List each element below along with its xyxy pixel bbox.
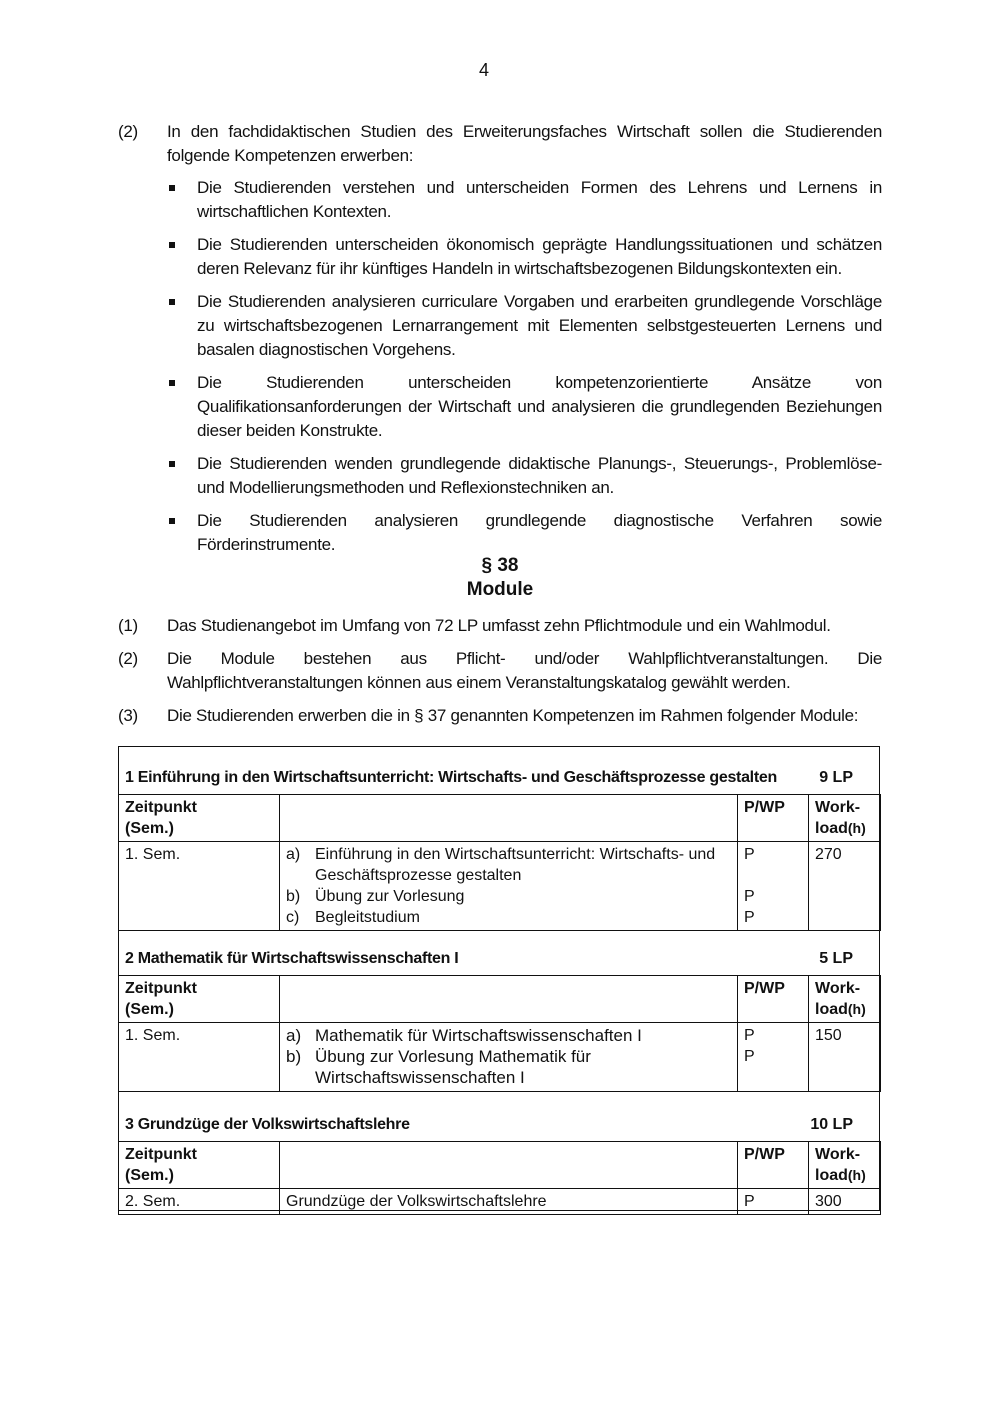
workload-cell: 150 — [809, 1023, 881, 1092]
competence-list — [166, 176, 882, 566]
semester-cell: 2. Sem. — [119, 1189, 280, 1215]
list-item: Die Studierenden verstehen und unterscheiden Formen des Lehrens und Lernens in wirtschaftlichen Kontexten. — [166, 176, 882, 224]
course-item: a) Einführung in den Wirtschaftsunterricht: Wirtschafts- und Geschäftsprozesse gestalten — [286, 846, 716, 884]
header-workload: Work- load(h) — [809, 1142, 881, 1189]
module-credits: 9 LP — [819, 769, 853, 786]
course-cell: Grundzüge der Volkswirtschaftslehre — [280, 1189, 738, 1215]
pwp-cell: P — [738, 1189, 809, 1215]
table-header-row — [119, 795, 881, 842]
header-workload: Work- load(h) — [809, 976, 881, 1023]
header-zeitpunkt: Zeitpunkt (Sem.) — [119, 795, 280, 842]
header-empty — [280, 976, 738, 1023]
module-2-table — [118, 975, 881, 1092]
header-empty — [280, 1142, 738, 1189]
header-zeitpunkt: Zeitpunkt (Sem.) — [119, 976, 280, 1023]
course-item: b) Übung zur Vorlesung Mathematik für Wirtschaftswissenschaften I — [286, 1047, 591, 1087]
course-cell — [280, 1023, 738, 1092]
section-title: Module — [466, 579, 534, 600]
module-paragraph-2 — [118, 647, 882, 695]
header-pwp: P/WP — [738, 976, 809, 1023]
list-item: Die Studierenden unterscheiden kompetenzorientierte Ansätze von Qualifikationsanforderungen der Wirtschaft und analysieren die grundlegenden Beziehungen dieser beiden Konstrukte. — [166, 371, 882, 443]
bullet-square-icon — [169, 299, 175, 305]
list-item: Die Studierenden unterscheiden ökonomisch geprägte Handlungssituationen und schätzen deren Relevanz für ihr künftiges Handeln in wirtschaftsbezogenen Bildungskontexten ein. — [166, 233, 882, 281]
paragraph-number: (2) — [118, 122, 138, 141]
table-row — [119, 1189, 881, 1215]
pwp-cell: P P P — [738, 842, 809, 931]
module-title: 3 Grundzüge der Volkswirtschaftslehre — [125, 1116, 410, 1133]
bullet-square-icon — [169, 518, 175, 524]
paragraph-2-competences — [118, 120, 882, 168]
course-item: a) Mathematik für Wirtschaftswissenschaften I — [286, 1026, 642, 1045]
paragraph-text: Die Studierenden erwerben die in § 37 genannten Kompetenzen im Rahmen folgender Module: — [167, 706, 859, 725]
list-item: Die Studierenden analysieren curriculare Vorgaben und erarbeiten grundlegende Vorschläge zu wirtschaftsbezogenen Lernarrangement mit Elementen selbstgesteuerten Lernens und basalen diagnostischen Vorgehens. — [166, 290, 882, 362]
paragraph-number: (3) — [118, 706, 138, 725]
workload-cell: 270 — [809, 842, 881, 931]
pwp-cell: P P — [738, 1023, 809, 1092]
list-item: Die Studierenden analysieren grundlegende diagnostische Verfahren sowie Förderinstrumente. — [166, 509, 882, 557]
module-table — [118, 746, 880, 1211]
course-cell — [280, 842, 738, 931]
table-row — [119, 842, 881, 931]
bullet-square-icon — [169, 461, 175, 467]
module-credits: 10 LP — [810, 1116, 853, 1133]
paragraph-number: (2) — [118, 649, 138, 668]
list-item: Die Studierenden wenden grundlegende didaktische Planungs-, Steuerungs-, Problemlöse- und Modellierungsmethoden und Reflexionstechniken an. — [166, 452, 882, 500]
bullet-square-icon — [169, 380, 175, 386]
module-title: 1 Einführung in den Wirtschaftsunterricht: Wirtschafts- und Geschäftsprozesse gestalten — [125, 769, 777, 786]
table-header-row — [119, 976, 881, 1023]
header-workload: Work- load(h) — [809, 795, 881, 842]
table-row — [119, 1023, 881, 1092]
module-title: 2 Mathematik für Wirtschaftswissenschaften I — [125, 950, 459, 967]
module-credits: 5 LP — [819, 950, 853, 967]
semester-cell: 1. Sem. — [119, 1023, 280, 1092]
paragraph-number: (1) — [118, 616, 138, 635]
page-number: 4 — [478, 60, 489, 80]
module-paragraph-1 — [118, 614, 882, 638]
bullet-square-icon — [169, 185, 175, 191]
bullet-square-icon — [169, 242, 175, 248]
header-pwp: P/WP — [738, 1142, 809, 1189]
course-item: c) Begleitstudium — [286, 909, 420, 926]
module-1-table — [118, 794, 881, 931]
course-item: b) Übung zur Vorlesung — [286, 888, 465, 905]
paragraph-text: In den fachdidaktischen Studien des Erweiterungsfaches Wirtschaft sollen die Studierenden folgende Kompetenzen erwerben: — [167, 122, 882, 165]
header-zeitpunkt: Zeitpunkt (Sem.) — [119, 1142, 280, 1189]
module-paragraph-3 — [118, 704, 882, 728]
section-number: § 38 — [481, 555, 519, 576]
table-header-row — [119, 1142, 881, 1189]
workload-cell: 300 — [809, 1189, 881, 1215]
paragraph-text: Die Module bestehen aus Pflicht- und/oder Wahlpflichtveranstaltungen. Die Wahlpflichtveranstaltungen können aus einem Veranstaltungskatalog gewählt werden. — [167, 649, 882, 692]
paragraph-text: Das Studienangebot im Umfang von 72 LP umfasst zehn Pflichtmodule und ein Wahlmodul. — [167, 616, 831, 635]
header-empty — [280, 795, 738, 842]
semester-cell: 1. Sem. — [119, 842, 280, 931]
header-pwp: P/WP — [738, 795, 809, 842]
module-3-table — [118, 1141, 881, 1215]
